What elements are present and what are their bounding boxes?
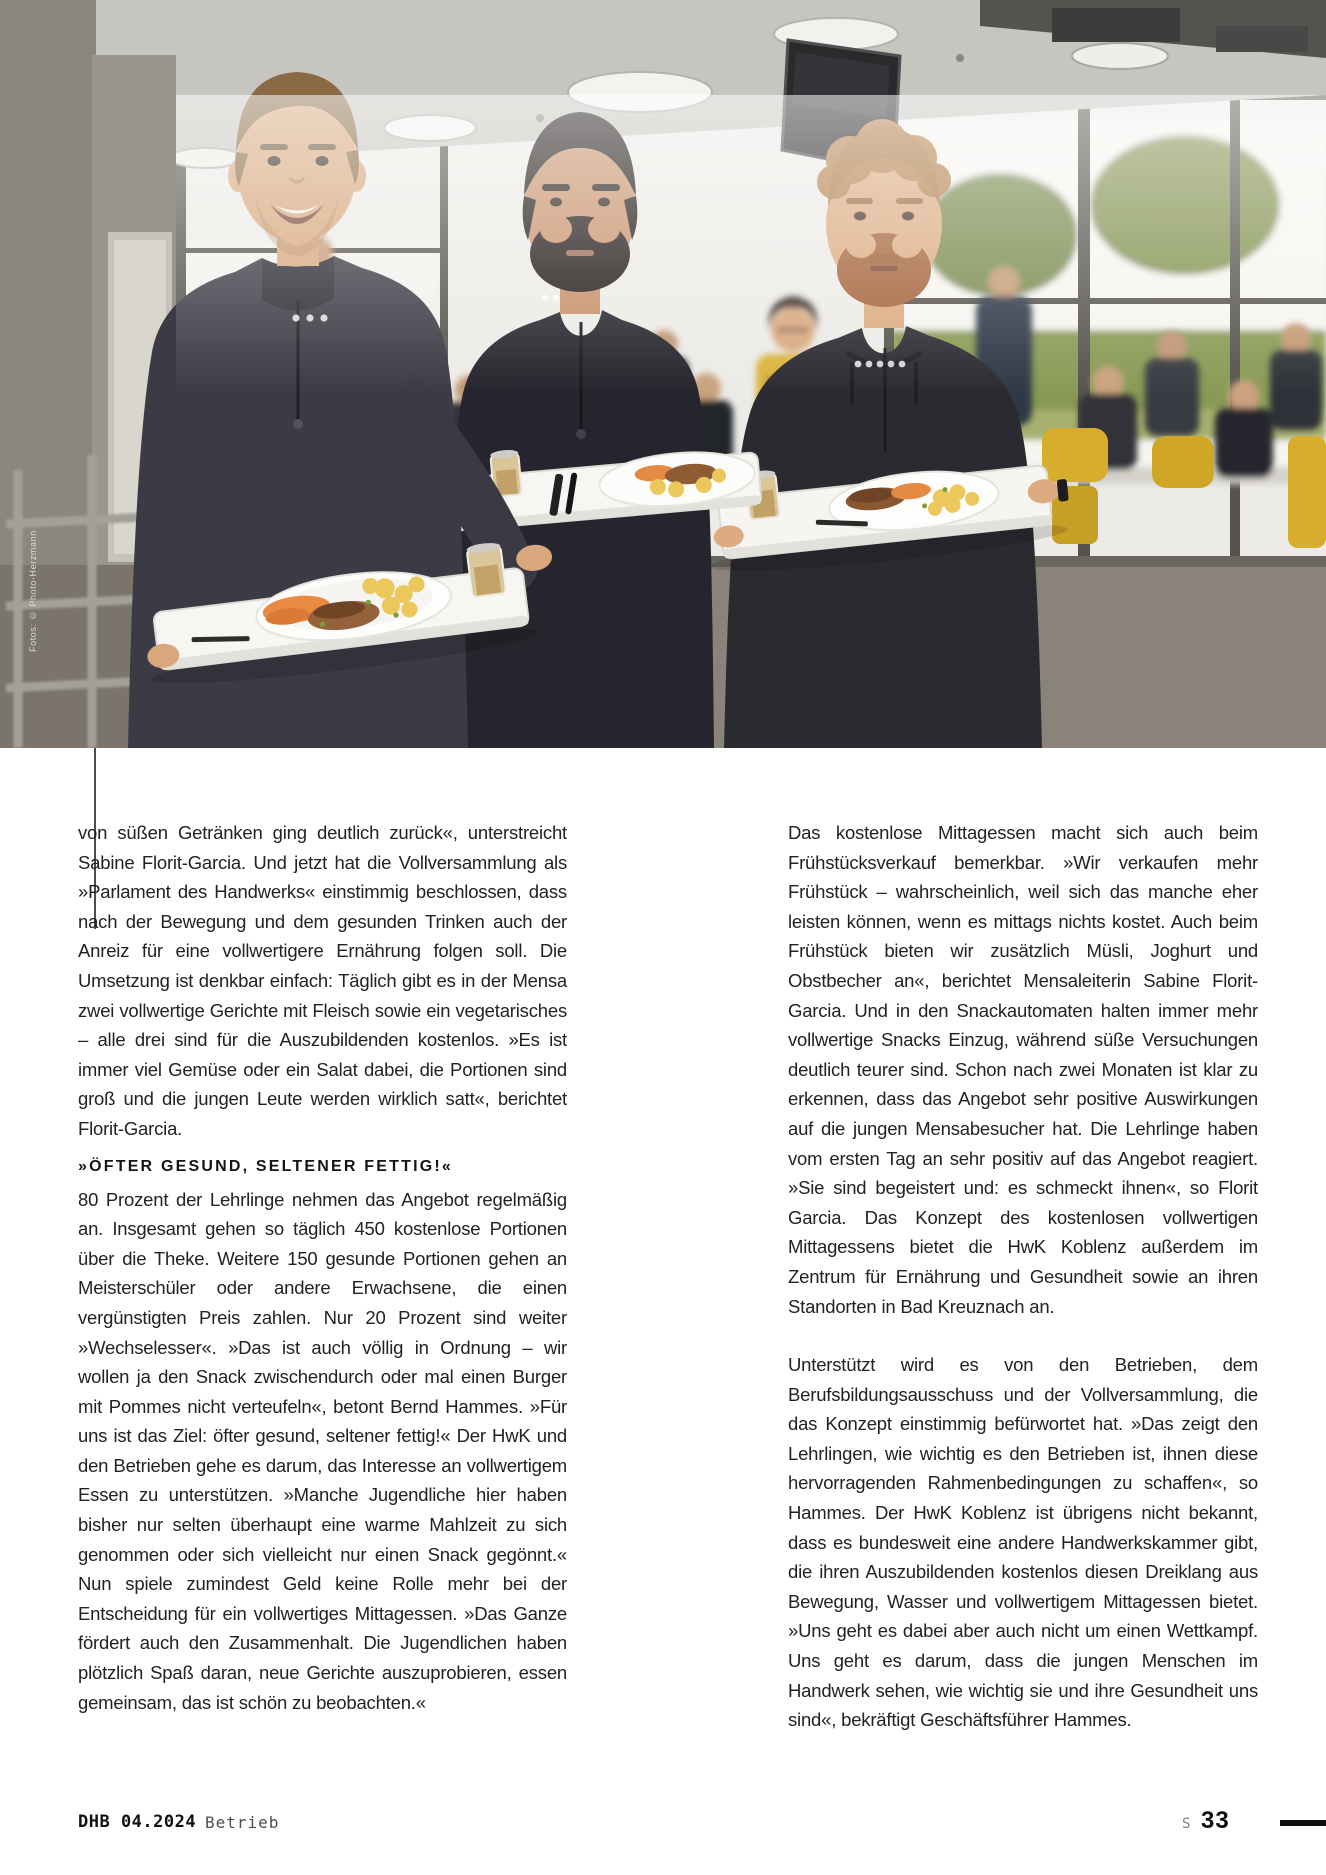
page-footer <box>0 1806 1326 1846</box>
footer-rule <box>1280 1820 1326 1826</box>
section-label: Betrieb <box>205 1813 280 1832</box>
jar-drink <box>466 541 506 597</box>
page-prefix: S <box>1182 1816 1191 1832</box>
journal-issue-label: DHB 04.2024 <box>78 1812 197 1832</box>
article-column-right <box>788 818 1258 1735</box>
cafeteria-scene <box>0 0 1326 748</box>
body-paragraph: Das kostenlose Mittagessen macht sich auch beim Frühstücksverkauf bemerkbar. »Wir verkaufen mehr Frühstück – wahrscheinlich, weil sich das manche eher leisten können, wenn es mittags nichts kostet. Auch beim Frühstück bieten wir zusätzlich Müsli, Joghurt und Obstbecher an«, berichtet Mensaleiterin Sabine Florit-Garcia. Und in den Snackautomaten halten immer mehr vollwertige Snacks Einzug, während süße Versuchungen deutlich teurer sind. Schon nach zwei Monaten ist klar zu erkennen, dass das Angebot sehr positive Auswirkungen auf die jungen Mensabesucher hat. Die Lehrlinge haben vom ersten Tag an sehr positiv auf das Angebot reagiert. »Sie sind begeistert und: es schmeckt ihnen«, so Florit Garcia. Das Konzept des kostenlosen vollwertigen Mittagessens bietet die HwK Koblenz außerdem im Zentrum für Ernährung und Gesundheit sowie an ihren Standorten in Bad Kreuznach an. <box>788 822 1258 1317</box>
body-paragraph: von süßen Getränken ging deutlich zurück«, unterstreicht Sabine Florit-Garcia. Und jetzt hat die Vollversammlung als »Parlament des Handwerks« einstimmig beschlossen, dass nach der Bewegung und dem gesunden Trinken auch der Anreiz für eine vollwertigere Ernährung folgen soll. Die Umsetzung ist denkbar einfach: Täglich gibt es in der Mensa zwei vollwertige Gerichte mit Fleisch sowie ein vegetarisches – alle drei sind für die Auszubildenden kostenlos. »Es ist immer viel Gemüse oder ein Salat dabei, die Portionen sind groß und die jungen Leute werden wirklich satt«, berichtet Florit-Garcia. <box>78 822 567 1139</box>
light-glow <box>176 95 1326 395</box>
article-column-left <box>78 818 567 1717</box>
body-paragraph: Unterstützt wird es von den Betrieben, dem Berufsbildungsausschuss und der Vollversammlung, die das Konzept einstimmig befürwortet hat. »Das zeigt den Lehrlingen, wie wichtig es den Betrieben ist, ihnen diese hervorragenden Rahmenbedingungen zu schaffen«, so Hammes. Der HwK Koblenz ist übrigens nicht bekannt, dass es bundesweit eine andere Handwerkskammer gibt, die ihren Auszubildenden kostenlos diesen Dreiklang aus Bewegung, Wasser und vollwertigem Mittagessen bietet. »Uns geht es dabei aber auch nicht um einen Wettkampf. Uns geht es darum, dass die jungen Menschen im Handwerk sehen, wie wichtig sie und ihre Gesundheit uns sind«, bekräftigt Geschäftsführer Hammes. <box>788 1354 1258 1731</box>
photo-credit: Fotos: © Photo-Herzmann <box>28 530 38 652</box>
body-paragraph: 80 Prozent der Lehrlinge nehmen das Angebot regelmäßig an. Insgesamt gehen so täglich 450 kostenlose Portionen über die Theke. Weitere 150 gesunde Portionen gehen an Meisterschüler oder andere Erwachsene, die einen vergünstigten Preis zahlen. Nur 20 Prozent sind weiter »Wechselesser«. »Das ist auch völlig in Ordnung – wir wollen ja den Snack zwischendurch oder mal einen Burger mit Pommes nicht verteufeln«, betont Bernd Hammes. »Für uns ist das Ziel: öfter gesund, seltener fettig!« Der HwK und den Betrieben gehe es darum, das Interesse an vollwertigem Essen zu unterstützen. »Manche Jugendliche hier haben bisher nur selten überhaupt eine warme Mahlzeit zu sich genommen oder sich vielleicht nur einen Snack gegönnt.« Nun spiele zumindest Geld keine Rolle mehr bei der Entscheidung für ein vollwertiges Mittagessen. »Das Ganze fördert auch den Zusammenhalt. Die Jugendlichen haben plötzlich Spaß daran, neue Gerichte auszuprobieren, essen gemeinsam, das ist schön zu beobachten.« <box>78 1188 567 1713</box>
page-number: 33 <box>1201 1807 1230 1834</box>
section-heading: »ÖFTER GESUND, SELTENER FETTIG!« <box>78 1157 454 1175</box>
photo-mensa <box>0 0 1326 748</box>
